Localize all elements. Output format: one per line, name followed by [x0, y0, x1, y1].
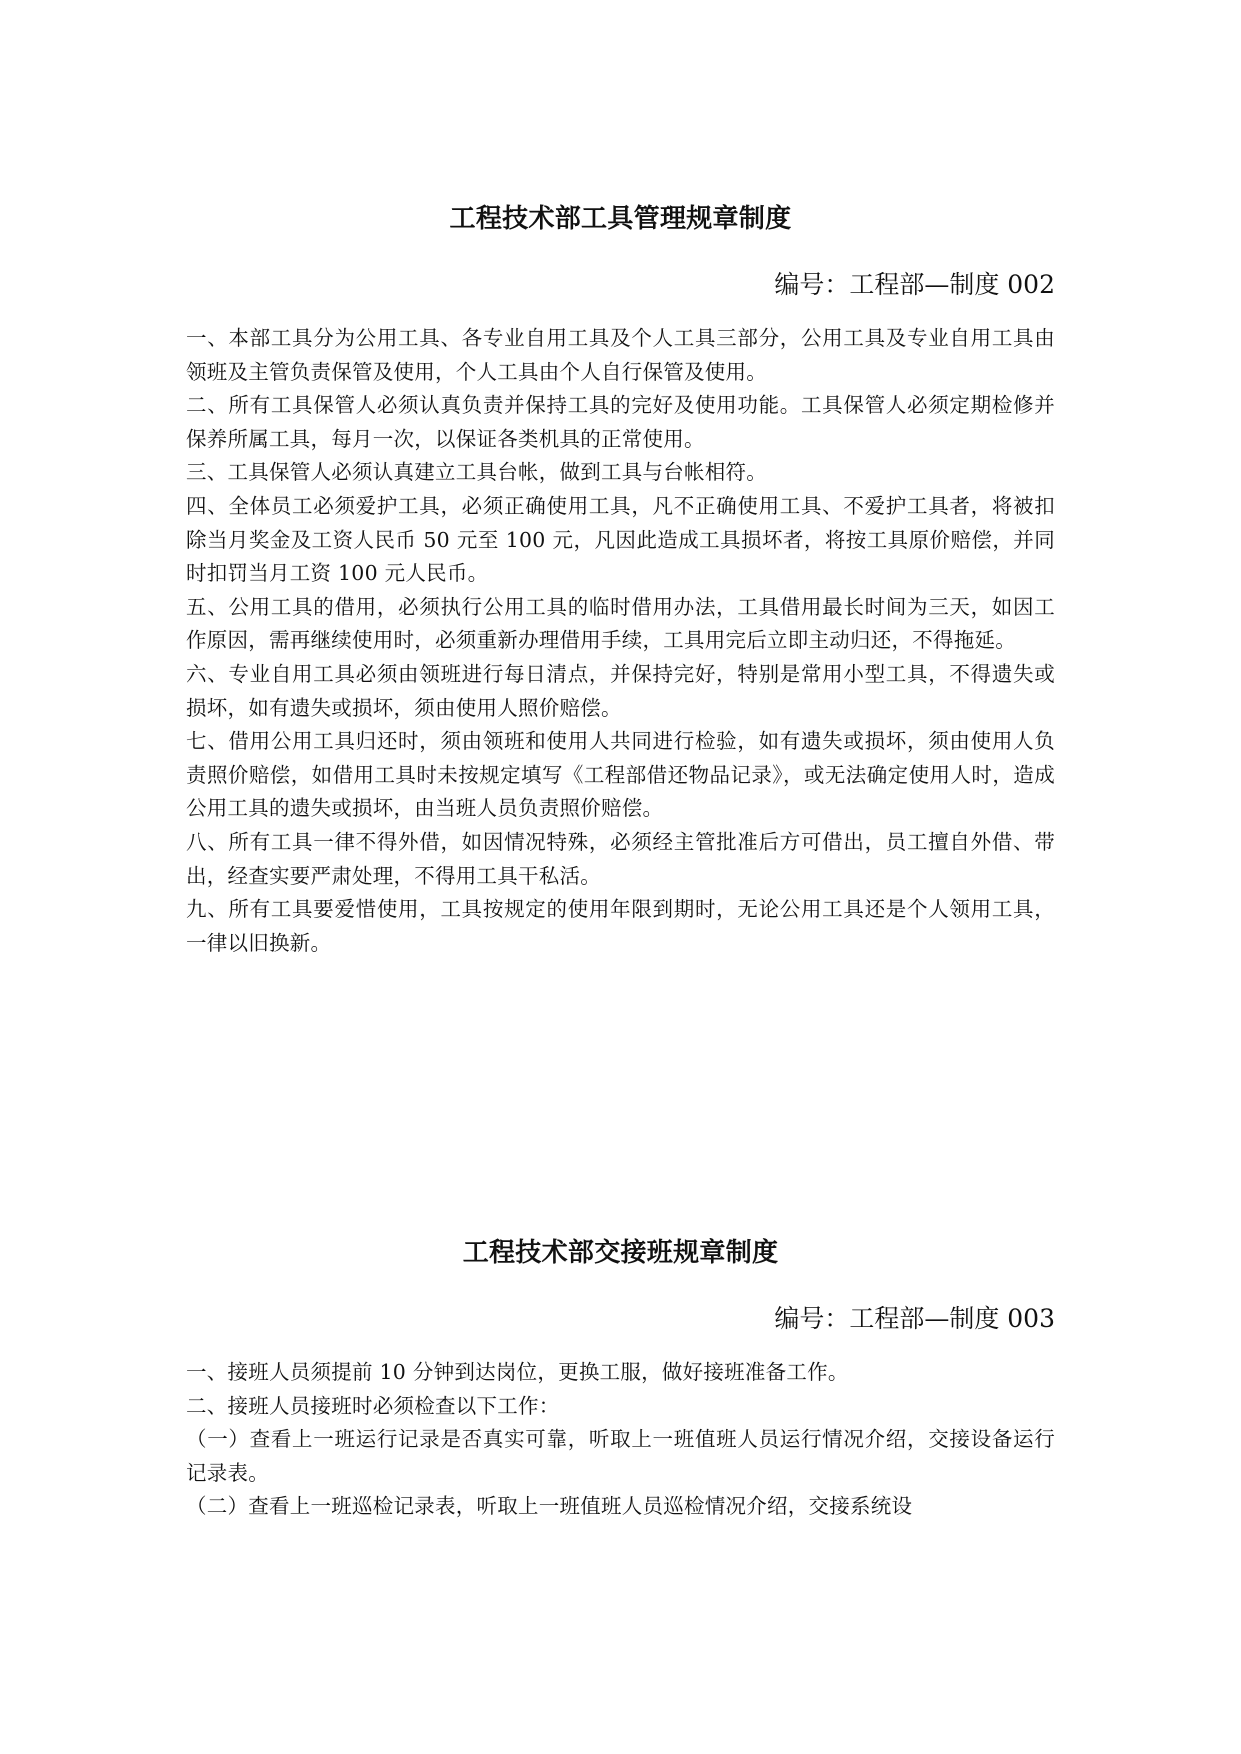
- document-code: 编号：工程部—制度 003: [774, 1304, 1055, 1333]
- paragraph: 四、全体员工必须爱护工具，必须正确使用工具，凡不正确使用工具、不爱护工具者，将被扣除当月奖金及工资人民币 50 元至 100 元，凡因此造成工具损坏者，将按工具原价赔偿，并同时扣罚当月工资 100 元人民币。: [186, 493, 1055, 586]
- section-paragraphs: [186, 1356, 1055, 1524]
- paragraph: 二、接班人员接班时必须检查以下工作：: [186, 1393, 560, 1418]
- paragraph: 九、所有工具要爱惜使用，工具按规定的使用年限到期时，无论公用工具还是个人领用工具，一律以旧换新。: [186, 897, 1055, 955]
- paragraph: 五、公用工具的借用，必须执行公用工具的临时借用办法，工具借用最长时间为三天，如因工作原因，需再继续使用时，必须重新办理借用手续，工具用完后立即主动归还，不得拖延。: [186, 594, 1055, 653]
- section-title: 工程技术部工具管理规章制度: [449, 204, 792, 234]
- paragraph: 三、工具保管人必须认真建立工具台帐，做到工具与台帐相符。: [186, 460, 767, 485]
- paragraph: 六、专业自用工具必须由领班进行每日清点，并保持完好，特别是常用小型工具，不得遗失或损坏，如有遗失或损坏，须由使用人照价赔偿。: [186, 661, 1055, 720]
- paragraph: （一）查看上一班运行记录是否真实可靠，听取上一班值班人员运行情况介绍，交接设备运行记录表。: [186, 1427, 1055, 1485]
- paragraph: （二）查看上一班巡检记录表，听取上一班值班人员巡检情况介绍，交接系统设: [186, 1494, 913, 1519]
- paragraph: 二、所有工具保管人必须认真负责并保持工具的完好及使用功能。工具保管人必须定期检修并保养所属工具，每月一次，以保证各类机具的正常使用。: [186, 393, 1055, 451]
- paragraph: 一、接班人员须提前 10 分钟到达岗位，更换工服，做好接班准备工作。: [186, 1360, 849, 1384]
- paragraph: 七、借用公用工具归还时，须由领班和使用人共同进行检验，如有遗失或损坏，须由使用人负责照价赔偿，如借用工具时未按规定填写《工程部借还物品记录》，或无法确定使用人时，造成公用工具的遗失或损坏，由当班人员负责照价赔偿。: [186, 729, 1055, 821]
- section-paragraphs: [186, 322, 1055, 960]
- section-title: 工程技术部交接班规章制度: [462, 1238, 779, 1268]
- paragraph: 八、所有工具一律不得外借，如因情况特殊，必须经主管批准后方可借出，员工擅自外借、带出，经查实要严肃处理，不得用工具干私活。: [186, 829, 1055, 888]
- document-code: 编号：工程部—制度 002: [774, 270, 1055, 299]
- paragraph: 一、本部工具分为公用工具、各专业自用工具及个人工具三部分，公用工具及专业自用工具由领班及主管负责保管及使用，个人工具由个人自行保管及使用。: [186, 326, 1055, 384]
